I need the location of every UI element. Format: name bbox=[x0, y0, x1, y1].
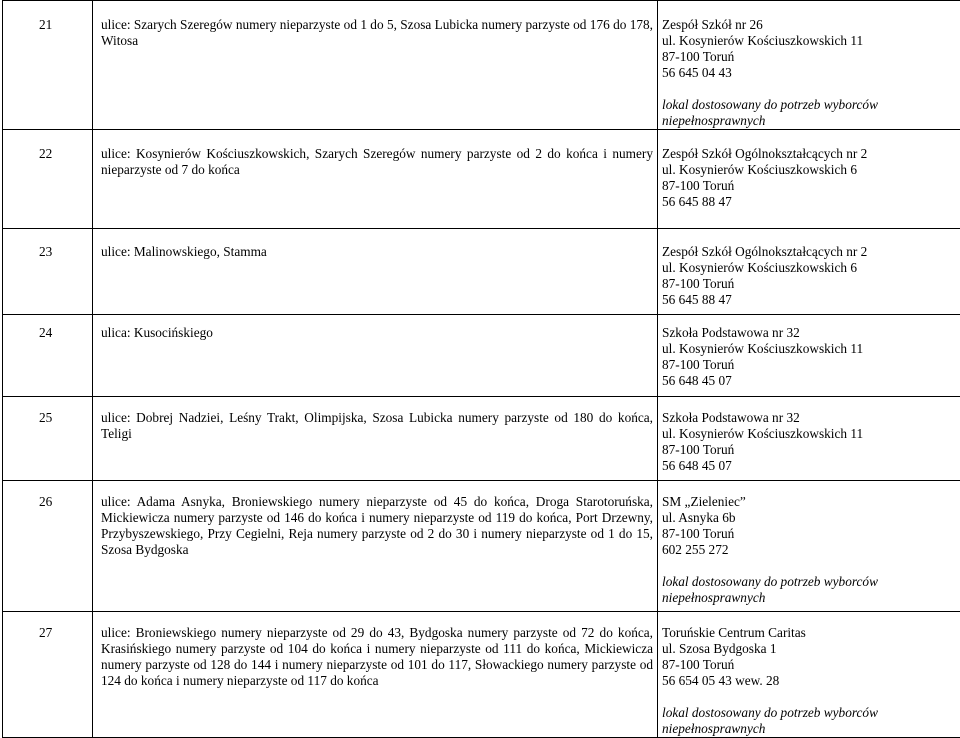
street-list: ulice: Adama Asnyka, Broniewskiego numery nieparzyste od 45 do końca, Droga Starotoruńska, Mickiewicza numery parzyste od 146 do końca i numery nieparzyste od 119 do końca, Port Drzewny, Przybyszewskiego, Przy Cegielni, Reja numery parzyste od 2 do 30 i numery nieparzyste od 1 do 15, Szosa Bydgoska bbox=[93, 494, 657, 558]
district-number: 27 bbox=[3, 625, 92, 641]
station-name: Zespół Szkół nr 26 bbox=[662, 17, 960, 33]
district-number: 24 bbox=[3, 325, 92, 341]
station-city: 87-100 Toruń bbox=[662, 526, 960, 542]
accessibility-note: lokal dostosowany do potrzeb wyborców niepełnosprawnych bbox=[662, 97, 960, 129]
accessibility-note: lokal dostosowany do potrzeb wyborców niepełnosprawnych bbox=[662, 574, 960, 606]
station-phone: 602 255 272 bbox=[662, 542, 960, 558]
station-phone: 56 654 05 43 wew. 28 bbox=[662, 673, 960, 689]
station-city: 87-100 Toruń bbox=[662, 276, 960, 292]
station-address: ul. Asnyka 6b bbox=[662, 510, 960, 526]
district-number: 26 bbox=[3, 494, 92, 510]
accessibility-note: lokal dostosowany do potrzeb wyborców niepełnosprawnych bbox=[662, 705, 960, 737]
station-phone: 56 648 45 07 bbox=[662, 373, 960, 389]
station-name: Szkoła Podstawowa nr 32 bbox=[662, 410, 960, 426]
station-city: 87-100 Toruń bbox=[662, 657, 960, 673]
table-row bbox=[3, 397, 960, 481]
table-row bbox=[3, 1, 960, 130]
station-address: ul. Szosa Bydgoska 1 bbox=[662, 641, 960, 657]
district-number: 21 bbox=[3, 17, 92, 33]
station-name: Zespół Szkół Ogólnokształcących nr 2 bbox=[662, 244, 960, 260]
street-list: ulica: Kusocińskiego bbox=[93, 325, 657, 341]
table-row bbox=[3, 481, 960, 612]
district-number: 22 bbox=[3, 146, 92, 162]
station-address: ul. Kosynierów Kościuszkowskich 11 bbox=[662, 33, 960, 49]
station-phone: 56 645 04 43 bbox=[662, 65, 960, 81]
street-list: ulice: Malinowskiego, Stamma bbox=[93, 244, 657, 260]
district-number: 25 bbox=[3, 410, 92, 426]
table-row bbox=[3, 612, 960, 738]
street-list: ulice: Kosynierów Kościuszkowskich, Szarych Szeregów numery parzyste od 2 do końca i numery nieparzyste od 7 do końca bbox=[93, 146, 657, 178]
street-list: ulice: Broniewskiego numery nieparzyste od 29 do 43, Bydgoska numery parzyste od 72 do końca, Krasińskiego numery parzyste od 104 do końca i numery nieparzyste od 111 do końca, Mickiewicza numery parzyste od 128 do 144 i numery nieparzyste od 101 do 117, Słowackiego numery parzyste od 124 do końca i numery nieparzyste od 117 do końca bbox=[93, 625, 657, 689]
station-name: Szkoła Podstawowa nr 32 bbox=[662, 325, 960, 341]
polling-district-table bbox=[2, 0, 960, 738]
station-name: SM „Zieleniec” bbox=[662, 494, 960, 510]
table-row bbox=[3, 229, 960, 315]
table-row bbox=[3, 130, 960, 229]
station-address: ul. Kosynierów Kościuszkowskich 6 bbox=[662, 162, 960, 178]
station-name: Toruńskie Centrum Caritas bbox=[662, 625, 960, 641]
station-city: 87-100 Toruń bbox=[662, 357, 960, 373]
station-phone: 56 645 88 47 bbox=[662, 194, 960, 210]
station-address: ul. Kosynierów Kościuszkowskich 11 bbox=[662, 341, 960, 357]
station-address: ul. Kosynierów Kościuszkowskich 11 bbox=[662, 426, 960, 442]
station-name: Zespół Szkół Ogólnokształcących nr 2 bbox=[662, 146, 960, 162]
district-number: 23 bbox=[3, 244, 92, 260]
station-city: 87-100 Toruń bbox=[662, 49, 960, 65]
station-phone: 56 648 45 07 bbox=[662, 458, 960, 474]
street-list: ulice: Szarych Szeregów numery nieparzyste od 1 do 5, Szosa Lubicka numery parzyste od 176 do 178, Witosa bbox=[93, 17, 657, 49]
street-list: ulice: Dobrej Nadziei, Leśny Trakt, Olimpijska, Szosa Lubicka numery parzyste od 180 do końca, Teligi bbox=[93, 410, 657, 442]
station-phone: 56 645 88 47 bbox=[662, 292, 960, 308]
station-city: 87-100 Toruń bbox=[662, 442, 960, 458]
table-row bbox=[3, 315, 960, 397]
station-address: ul. Kosynierów Kościuszkowskich 6 bbox=[662, 260, 960, 276]
station-city: 87-100 Toruń bbox=[662, 178, 960, 194]
